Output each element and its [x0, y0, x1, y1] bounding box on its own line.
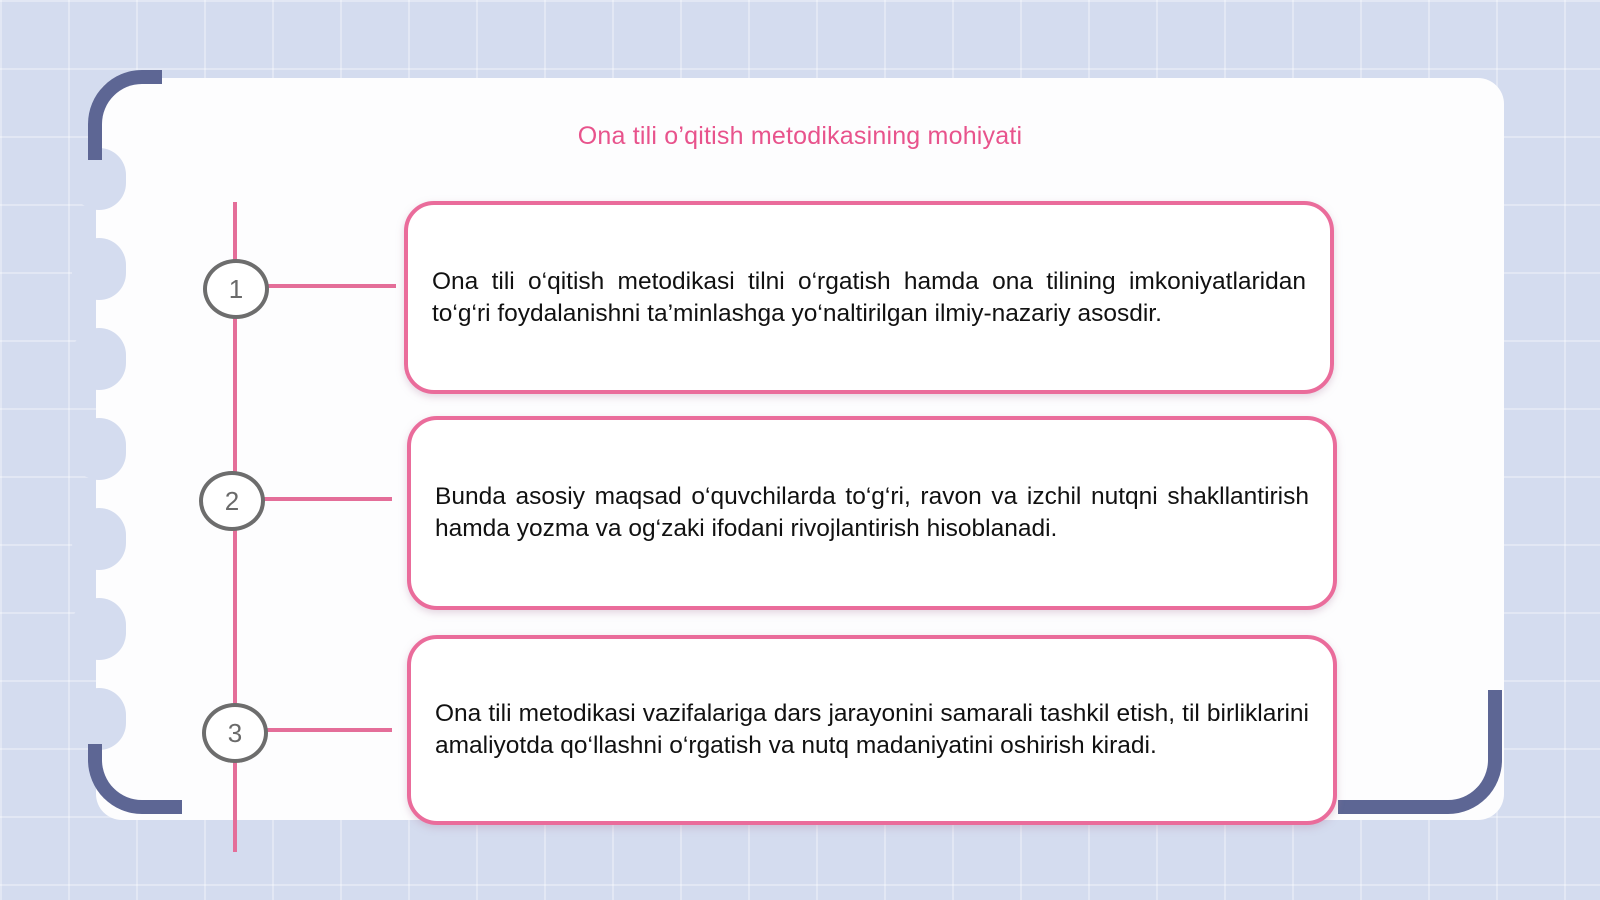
step-number-2: 2 [199, 471, 265, 531]
step-card-3 [407, 635, 1337, 825]
sheet-notch [72, 238, 126, 300]
slide-title: Ona tili o’qitish metodikasining mohiyati [577, 122, 1023, 150]
step-card-1 [404, 201, 1334, 394]
corner-bracket-bottom-right [1338, 690, 1502, 814]
step-number-1: 1 [203, 259, 269, 319]
sheet-notch [72, 688, 126, 750]
sheet-notch [72, 418, 126, 480]
sheet-notch [72, 328, 126, 390]
step-text-3: Ona tili metodikasi vazifalariga dars jarayonini samarali tashkil etish, til birliklarini amaliyotda qo‘llashni o‘rgatish va nutq madaniyatini oshirish kiradi. [435, 700, 1309, 759]
connector-2 [262, 497, 392, 501]
connector-3 [266, 728, 392, 732]
step-text-2: Bunda asosiy maqsad o‘quvchilarda to‘g‘ri, ravon va izchil nutqni shakllantirish hamda yozma va og‘zaki ifodani rivojlantirish hisoblanadi. [435, 483, 1309, 542]
step-card-2 [407, 416, 1337, 610]
sheet-notch [72, 508, 126, 570]
connector-1 [266, 284, 396, 288]
step-number-3: 3 [202, 703, 268, 763]
sheet-notch [72, 598, 126, 660]
step-text-1: Ona tili o‘qitish metodikasi tilni o‘rgatish hamda ona tilining imkoniyatlaridan to‘g‘ri foydalanishni ta’minlashga yo‘naltirilgan ilmiy-nazariy asosdir. [432, 267, 1306, 327]
corner-bracket-top-left [88, 70, 162, 160]
